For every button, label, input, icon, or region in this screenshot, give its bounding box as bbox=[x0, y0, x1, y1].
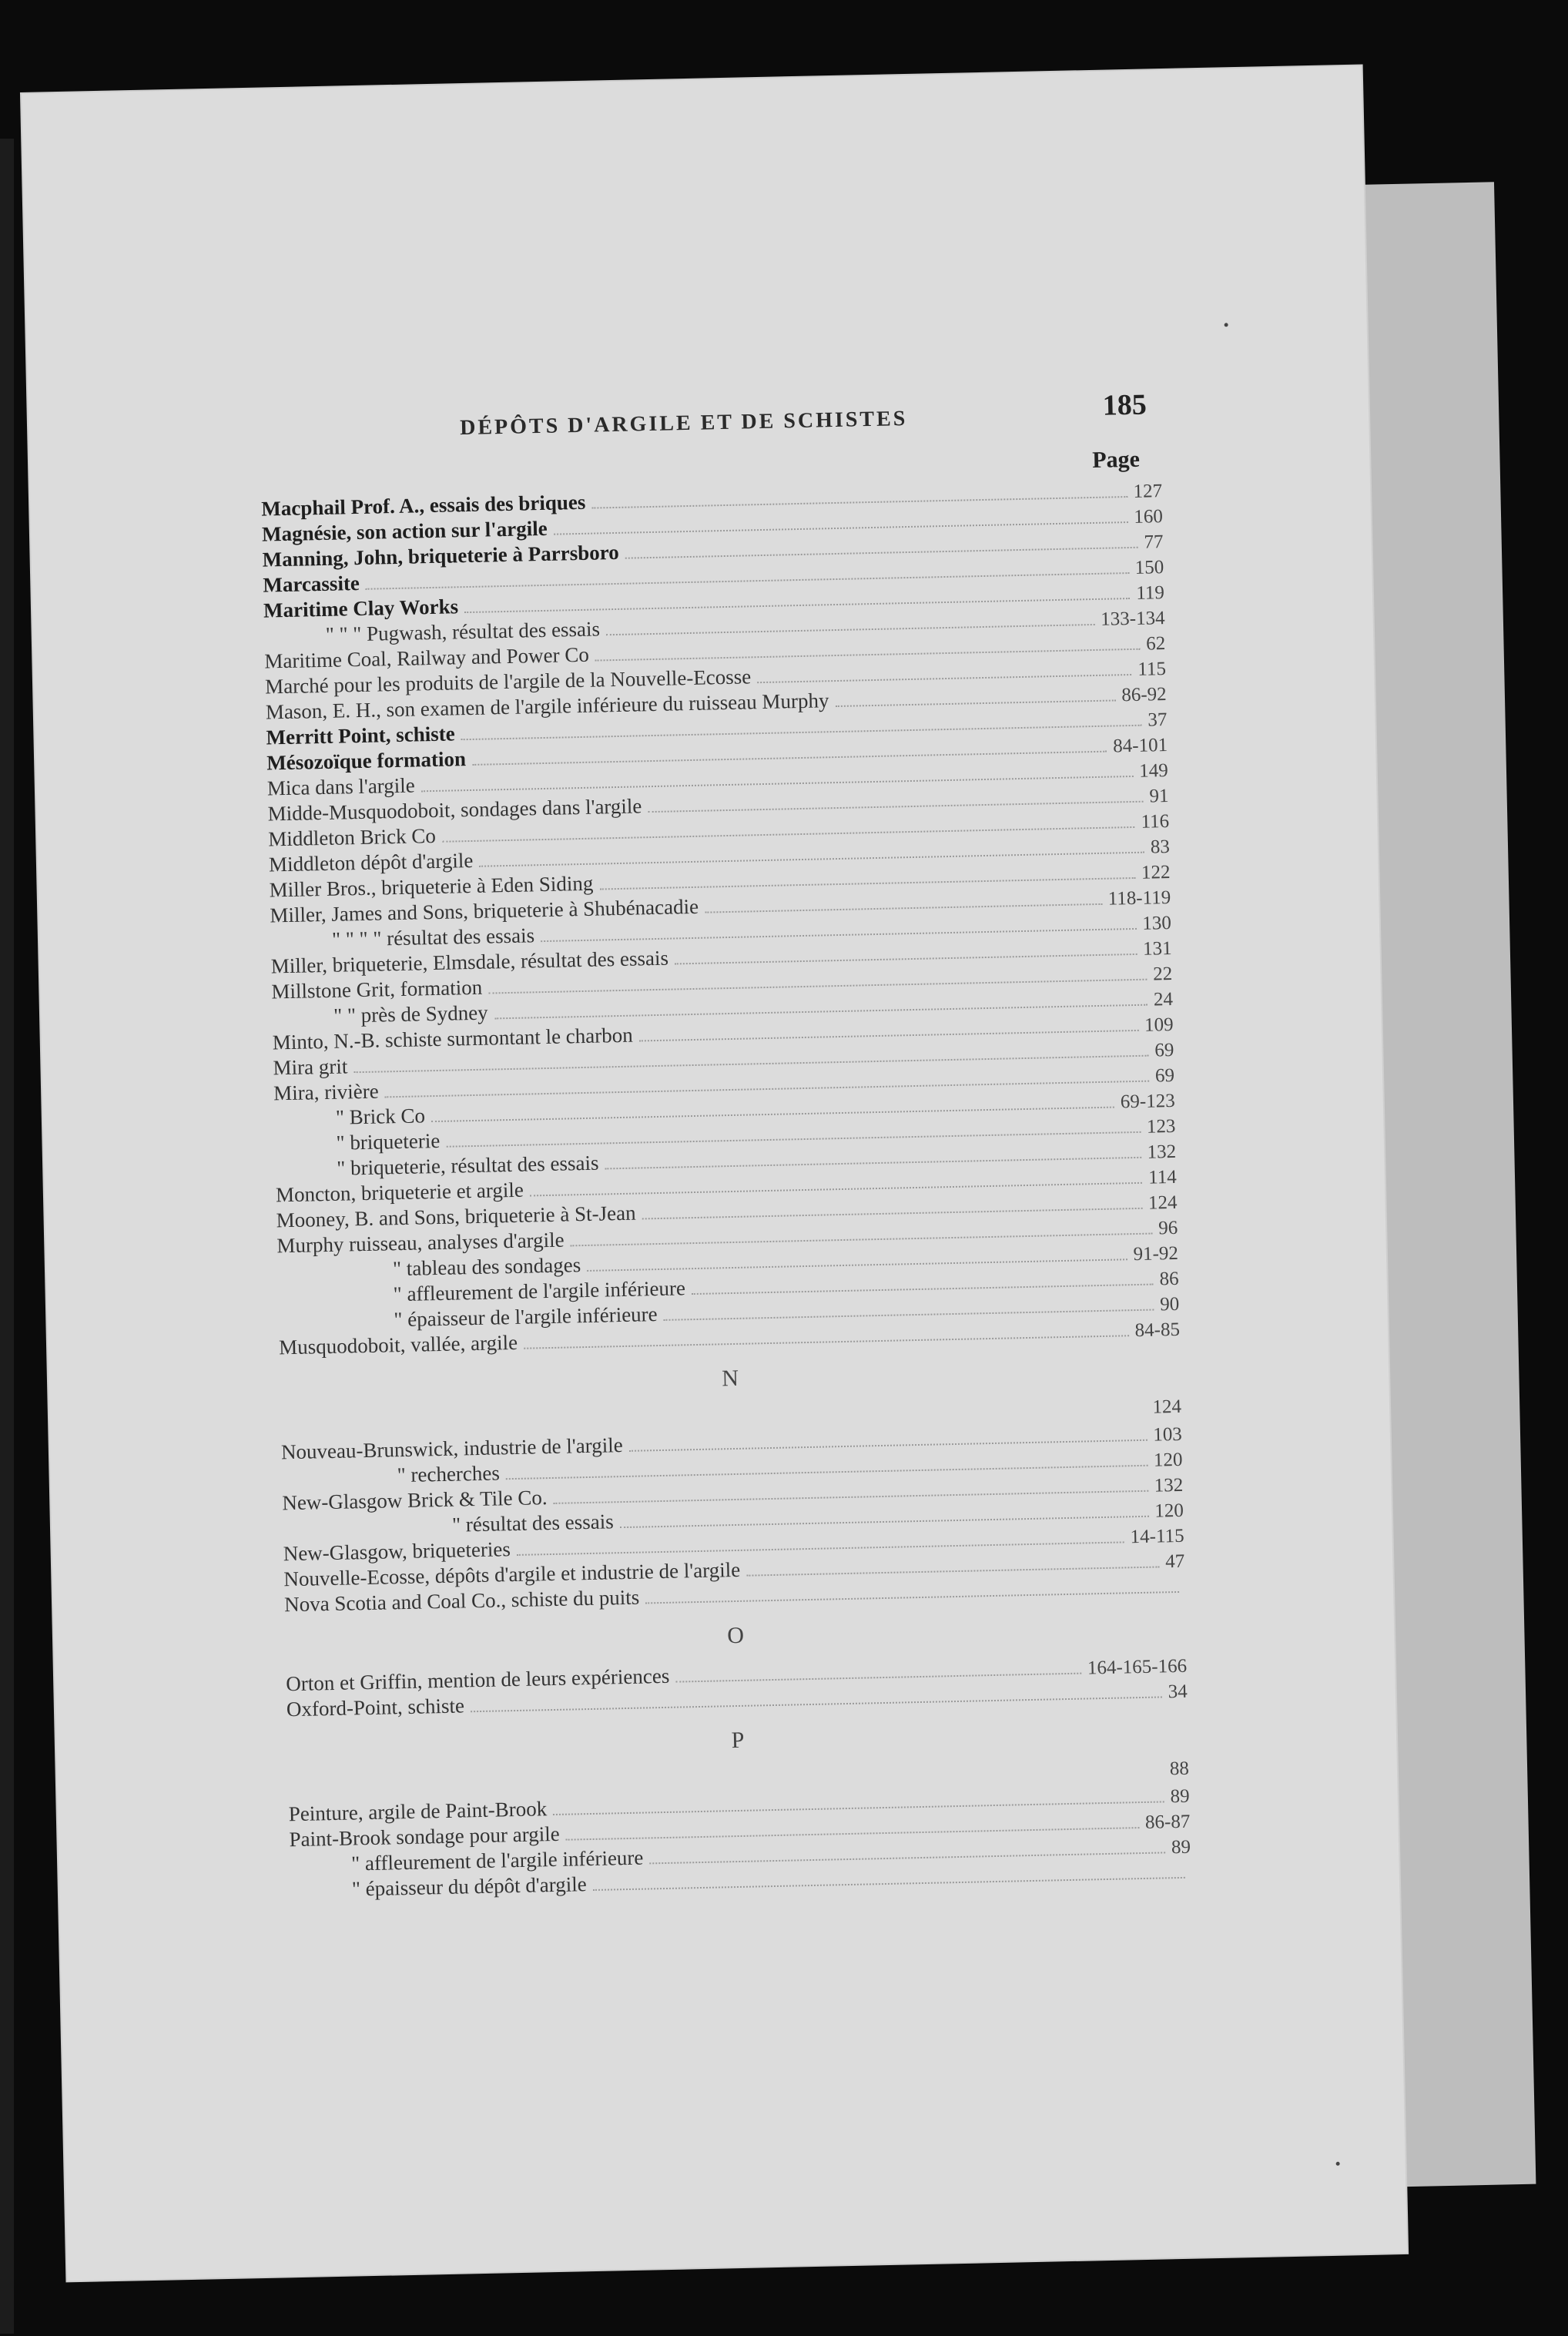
entry-text: Marcassite bbox=[263, 571, 360, 597]
entry-page: 86 bbox=[1159, 1268, 1179, 1290]
entry-text: Oxford-Point, schiste bbox=[286, 1694, 465, 1721]
entry-text: Macphail Prof. A., essais des briques bbox=[261, 490, 586, 521]
index-section-p bbox=[288, 1758, 1191, 1904]
entry-page: 89 bbox=[1171, 1836, 1191, 1858]
entry-page: 24 bbox=[1153, 988, 1174, 1010]
entry-text: Miller, briqueterie, Elmsdale, résultat des essais bbox=[270, 946, 669, 978]
entry-page: 120 bbox=[1154, 1500, 1184, 1522]
entry-page: 109 bbox=[1144, 1014, 1174, 1036]
entry-text: Orton et Griffin, mention de leurs expériences bbox=[285, 1664, 670, 1696]
entry-page: 84-101 bbox=[1112, 735, 1168, 757]
entry-text: " briqueterie, résultat des essais bbox=[336, 1151, 599, 1180]
entry-text: Minto, N.-B. schiste surmontant le charbon bbox=[272, 1023, 634, 1054]
entry-page: 150 bbox=[1134, 557, 1164, 578]
scan-speck bbox=[1225, 323, 1228, 327]
dot-leader bbox=[836, 699, 1116, 707]
entry-text: Peinture, argile de Paint-Brook bbox=[288, 1797, 548, 1826]
index-section-n bbox=[280, 1396, 1185, 1618]
entry-text: Middleton dépôt d'argile bbox=[268, 848, 474, 876]
entry-text: Manning, John, briqueterie à Parrsboro bbox=[262, 540, 619, 571]
entry-page: 86-92 bbox=[1121, 684, 1167, 706]
entry-page: 86-87 bbox=[1144, 1811, 1191, 1833]
entry-text: Midde-Musquodoboit, sondages dans l'argile bbox=[267, 794, 642, 826]
entry-text: Mason, E. H., son examen de l'argile inférieure du ruisseau Murphy bbox=[265, 689, 829, 724]
page-number: 185 bbox=[1102, 388, 1148, 422]
entry-text: Nova Scotia and Coal Co., schiste du puits bbox=[283, 1585, 640, 1617]
entry-text: " résultat des essais bbox=[451, 1510, 615, 1537]
entry-page: 62 bbox=[1145, 633, 1166, 655]
entry-text: Nouvelle-Ecosse, dépôts d'argile et industrie de l'argile bbox=[283, 1557, 741, 1591]
entry-text: Millstone Grit, formation bbox=[271, 975, 483, 1004]
entry-text: Magnésie, son action sur l'argile bbox=[261, 516, 548, 546]
entry-text: Paint-Brook sondage pour argile bbox=[289, 1822, 560, 1852]
entry-page: 123 bbox=[1146, 1115, 1176, 1138]
entry-text: " briqueterie bbox=[336, 1128, 441, 1155]
entry-page: 130 bbox=[1142, 912, 1172, 934]
entry-page: 90 bbox=[1159, 1293, 1180, 1315]
index-section-m bbox=[261, 478, 1180, 1361]
entry-text: " " près de Sydney bbox=[333, 1000, 488, 1027]
entry-text: Mésozoïque formation bbox=[266, 747, 467, 775]
entry-text: " recherches bbox=[397, 1461, 501, 1487]
entry-page: 103 bbox=[1153, 1423, 1183, 1446]
entry-page: 124 bbox=[1152, 1396, 1182, 1418]
entry-page: 34 bbox=[1168, 1681, 1188, 1703]
entry-text: " " " Pugwash, résultat des essais bbox=[325, 617, 601, 646]
index-page bbox=[22, 66, 1407, 2281]
entry-page: 96 bbox=[1158, 1217, 1178, 1239]
entry-text: " tableau des sondages bbox=[392, 1253, 581, 1281]
entry-page: 69-123 bbox=[1120, 1090, 1175, 1113]
dot-leader bbox=[705, 903, 1102, 913]
entry-page: 122 bbox=[1141, 861, 1171, 883]
entry-page: 127 bbox=[1133, 481, 1163, 502]
scan-left-edge bbox=[0, 139, 14, 2334]
entry-text: Mooney, B. and Sons, briqueterie à St-Jean bbox=[276, 1201, 636, 1232]
entry-text: " Brick Co bbox=[335, 1104, 426, 1129]
entry-page: 77 bbox=[1144, 531, 1164, 553]
section-heading-o: O bbox=[726, 1622, 745, 1649]
entry-text: " " " " résultat des essais bbox=[331, 923, 535, 951]
entry-text: Moncton, briqueterie et argile bbox=[275, 1178, 524, 1207]
entry-text: " affleurement de l'argile inférieure bbox=[350, 1845, 644, 1875]
entry-text: Mira grit bbox=[273, 1054, 348, 1080]
dot-leader bbox=[746, 1566, 1159, 1576]
entry-page: 114 bbox=[1148, 1166, 1178, 1188]
entry-page: 69 bbox=[1154, 1064, 1175, 1087]
entry-page: 164-165-166 bbox=[1087, 1655, 1188, 1679]
entry-text: " épaisseur de l'argile inférieure bbox=[394, 1302, 658, 1332]
entry-page: 120 bbox=[1153, 1449, 1183, 1471]
dot-leader bbox=[757, 674, 1131, 683]
dot-leader bbox=[675, 1673, 1081, 1683]
scan-speck bbox=[1336, 2162, 1340, 2166]
entry-text: Maritime Clay Works bbox=[263, 595, 459, 622]
page-column-label: Page bbox=[1091, 446, 1141, 473]
header-title: DÉPÔTS D'ARGILE ET DE SCHISTES bbox=[459, 407, 908, 441]
entry-text: Miller Bros., briqueterie à Eden Siding bbox=[269, 871, 594, 902]
entry-page: 91 bbox=[1149, 786, 1169, 807]
entry-page: 91-92 bbox=[1133, 1242, 1179, 1265]
entry-text: Maritime Coal, Railway and Power Co bbox=[264, 642, 590, 673]
entry-page: 22 bbox=[1152, 963, 1173, 985]
entry-page: 83 bbox=[1150, 836, 1171, 858]
entry-page: 47 bbox=[1164, 1550, 1185, 1573]
entry-text: Murphy ruisseau, analyses d'argile bbox=[276, 1228, 565, 1258]
running-header bbox=[460, 401, 1153, 441]
entry-text: " épaisseur du dépôt d'argile bbox=[351, 1872, 587, 1901]
entry-text: New-Glasgow Brick & Tile Co. bbox=[282, 1486, 548, 1515]
entry-page: 37 bbox=[1148, 709, 1168, 731]
entry-page: 115 bbox=[1137, 659, 1167, 680]
entry-text: Miller, James and Sons, briqueterie à Shubénacadie bbox=[270, 894, 699, 927]
entry-page: 132 bbox=[1147, 1141, 1177, 1163]
entry-text: Nouveau-Brunswick, industrie de l'argile bbox=[280, 1433, 623, 1464]
entry-page: 89 bbox=[1170, 1785, 1190, 1808]
entry-text: Merritt Point, schiste bbox=[266, 722, 455, 749]
entry-page: 14-115 bbox=[1130, 1525, 1184, 1548]
entry-page: 84-85 bbox=[1134, 1319, 1181, 1342]
entry-page: 131 bbox=[1142, 937, 1172, 960]
entry-page: 124 bbox=[1148, 1191, 1178, 1214]
entry-text: " affleurement de l'argile inférieure bbox=[393, 1276, 686, 1306]
index-entries bbox=[261, 478, 1191, 1904]
entry-page: 160 bbox=[1134, 506, 1164, 528]
section-heading-p: P bbox=[731, 1727, 745, 1754]
entry-page: 149 bbox=[1138, 760, 1169, 782]
entry-text: New-Glasgow, briqueteries bbox=[283, 1537, 511, 1566]
entry-text: Musquodoboit, vallée, argile bbox=[278, 1330, 518, 1359]
entry-page: 119 bbox=[1136, 582, 1165, 604]
dot-leader bbox=[593, 1877, 1185, 1891]
entry-page: 118-119 bbox=[1107, 886, 1171, 910]
entry-text: Mira, rivière bbox=[273, 1079, 379, 1105]
entry-page: 116 bbox=[1141, 811, 1170, 833]
entry-page: 132 bbox=[1154, 1474, 1184, 1496]
entry-text: Mica dans l'argile bbox=[266, 773, 416, 800]
entry-page: 88 bbox=[1169, 1758, 1190, 1780]
entry-text: Middleton Brick Co bbox=[268, 823, 437, 851]
entry-text: Marché pour les produits de l'argile de la Nouvelle-Ecosse bbox=[264, 665, 752, 699]
section-heading-n: N bbox=[721, 1365, 739, 1392]
entry-page: 133-134 bbox=[1100, 608, 1165, 630]
entry-page: 69 bbox=[1154, 1039, 1174, 1061]
